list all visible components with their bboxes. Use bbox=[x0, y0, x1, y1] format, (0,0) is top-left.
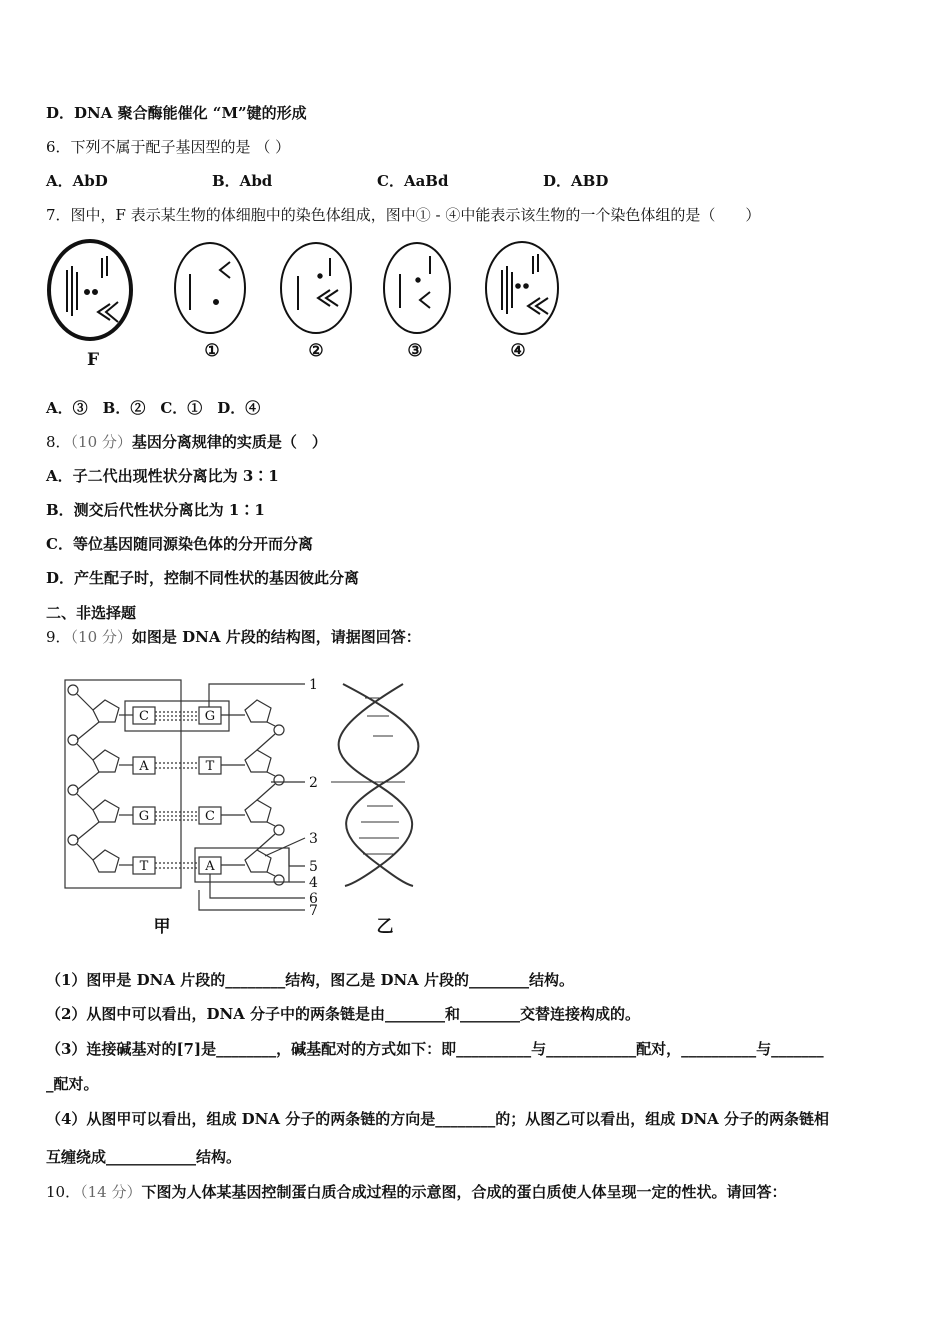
cell-label-4: ④ bbox=[510, 341, 526, 361]
q8-option-a: A．子二代出现性状分离比为 3∶1 bbox=[46, 467, 279, 485]
q8-number: 8． bbox=[46, 433, 71, 451]
base-left-4: T bbox=[139, 859, 149, 874]
q8-stem: 基因分离规律的实质是（ ） bbox=[131, 433, 327, 451]
base-left-1: C bbox=[139, 709, 149, 724]
q6-stem: 6．下列不属于配子基因型的是 （ ） bbox=[46, 138, 291, 156]
q6-option-c: C．AaBd bbox=[377, 172, 449, 190]
q9-sub1: （1）图甲是 DNA 片段的________结构，图乙是 DNA 片段的________结构。 bbox=[46, 971, 575, 989]
cell-label-f: F bbox=[86, 350, 100, 370]
q5-option-d: D．DNA 聚合酶能催化 “M”键的形成 bbox=[46, 104, 307, 122]
q10-score: （14 分） bbox=[80, 1183, 142, 1201]
dna-structure-figure bbox=[55, 672, 435, 940]
q6-option-d: D．ABD bbox=[543, 172, 609, 190]
q9-stem: 如图是 DNA 片段的结构图，请据图回答： bbox=[131, 628, 421, 646]
label-1: 1 bbox=[309, 677, 318, 693]
q8-option-b: B．测交后代性状分离比为 1∶1 bbox=[46, 501, 265, 519]
section-title: 二、非选择题 bbox=[46, 604, 137, 622]
q9-sub4-line2: 互缠绕成____________结构。 bbox=[46, 1148, 242, 1166]
q8-score: （10 分） bbox=[70, 433, 132, 451]
q7-stem: 7．图中，F 表示某生物的体细胞中的染色体组成，图中① - ④中能表示该生物的一个染色体组的是（ ） bbox=[46, 206, 761, 224]
base-right-2: T bbox=[205, 759, 215, 774]
q9-sub3-line2: _配对。 bbox=[46, 1075, 99, 1093]
q9-sub4-line1: （4）从图甲可以看出，组成 DNA 分子的两条链的方向是________的；从图乙可以看出，组成 DNA 分子的两条链相 bbox=[46, 1110, 830, 1128]
label-7: 7 bbox=[309, 903, 318, 919]
base-right-4: A bbox=[205, 859, 215, 874]
q6-option-a: A．AbD bbox=[46, 172, 108, 190]
q6-option-b: B．Abd bbox=[212, 172, 273, 190]
q8-option-d: D．产生配子时，控制不同性状的基因彼此分离 bbox=[46, 569, 360, 587]
label-3: 3 bbox=[309, 831, 318, 847]
label-2: 2 bbox=[309, 775, 318, 791]
q7-options: A．③ B．② C．① D．④ bbox=[46, 399, 261, 417]
base-right-1: G bbox=[204, 709, 216, 724]
cell-label-3: ③ bbox=[407, 341, 423, 361]
base-left-2: A bbox=[139, 759, 149, 774]
q9-number: 9． bbox=[46, 628, 71, 646]
label-5: 5 bbox=[309, 859, 318, 875]
caption-yi: 乙 bbox=[376, 917, 394, 937]
q10-stem: 下图为人体某基因控制蛋白质合成过程的示意图，合成的蛋白质使人体呈现一定的性状。请回答： bbox=[141, 1183, 787, 1201]
chromosome-cells-figure bbox=[40, 232, 580, 372]
label-6: 6 bbox=[309, 891, 318, 907]
label-4: 4 bbox=[309, 875, 318, 891]
q9-score: （10 分） bbox=[70, 628, 132, 646]
base-left-3: G bbox=[138, 809, 150, 824]
cell-label-2: ② bbox=[308, 341, 324, 361]
caption-jia: 甲 bbox=[153, 917, 171, 937]
q8-option-c: C．等位基因随同源染色体的分开而分离 bbox=[46, 535, 313, 553]
q10-number: 10． bbox=[46, 1183, 81, 1201]
cell-label-1: ① bbox=[204, 341, 220, 361]
q9-sub3-line1: （3）连接碱基对的[7]是________，碱基配对的方式如下：即__________与____________配对，__________与_______ bbox=[46, 1040, 824, 1058]
q9-sub2: （2）从图中可以看出，DNA 分子中的两条链是由________和________交替连接构成的。 bbox=[46, 1005, 641, 1023]
base-right-3: C bbox=[205, 809, 215, 824]
